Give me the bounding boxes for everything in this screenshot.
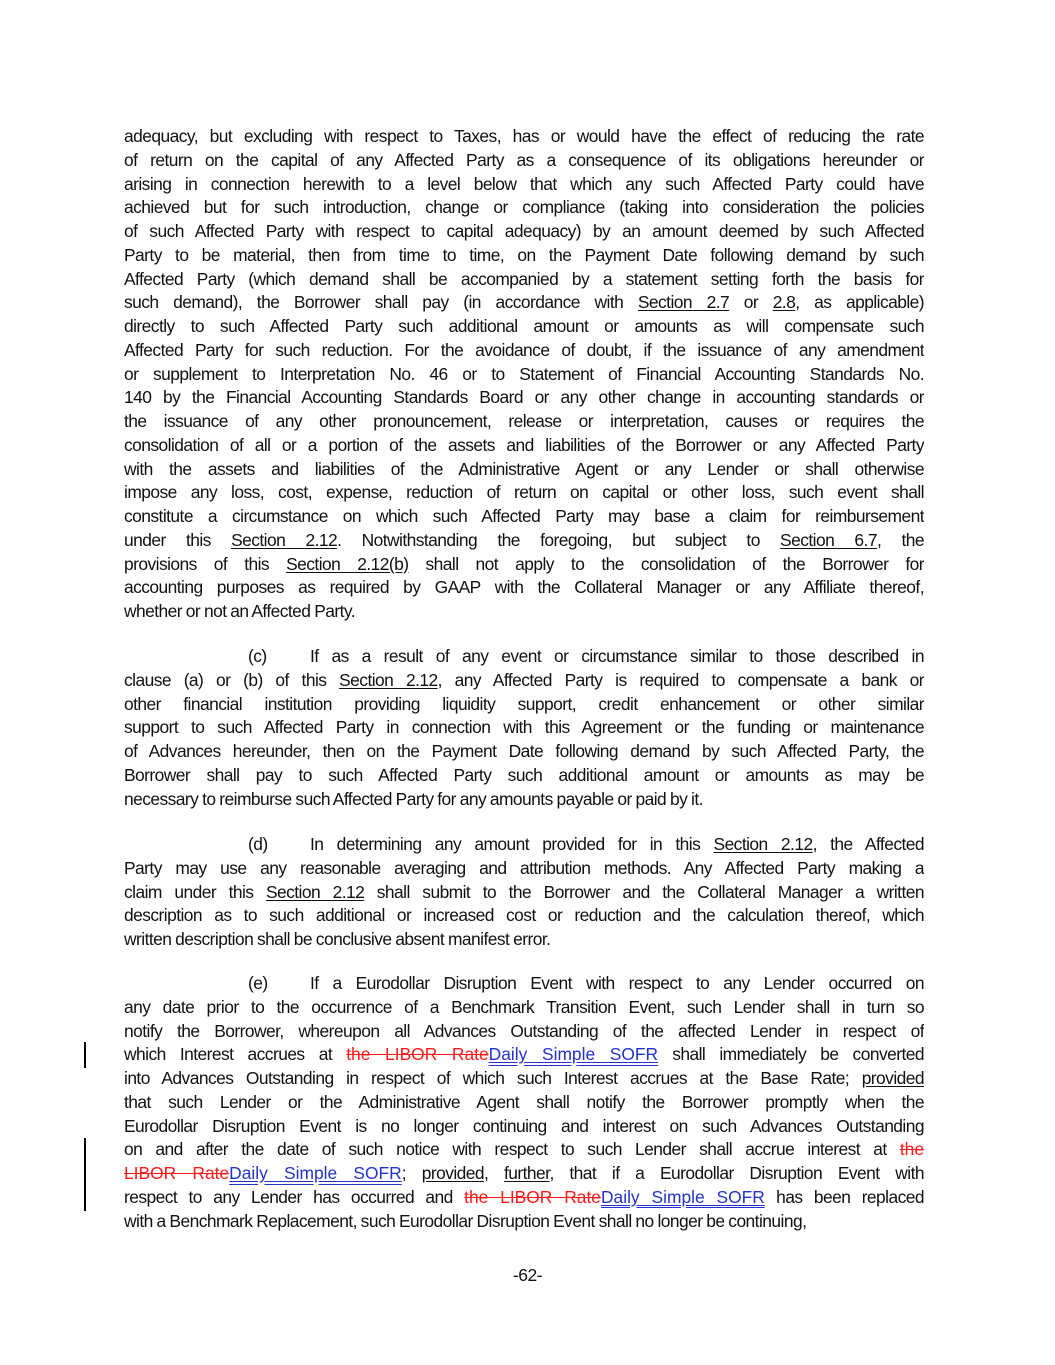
text-line [124,740,924,764]
text-run: adequacy, but excluding with respect to Taxes, has or would have the effect of reducing the rate [124,126,924,146]
text-run: . Notwithstanding the foregoing, but subject to [337,529,781,550]
text-run: provisions of this [124,553,287,574]
text-run: of return on the capital of any Affected Party as a consequence of its obligations hereunder or [124,149,924,170]
text-line [124,788,924,812]
text-line [124,268,924,292]
text-run: support to such Affected Party in connection with this Agreement or the funding or maintenance [124,717,924,738]
text-line [124,410,924,434]
clause-label: (c) [248,646,267,666]
text-run: claim under this [124,881,266,902]
text-run: any date prior to the occurrence of a Benchmark Transition Event, such Lender shall in turn so [124,996,924,1017]
text-line [124,669,924,693]
text-line [124,764,924,788]
text-run: shall submit to the Borrower and the Collateral Manager a written [364,881,924,902]
paragraph-d [124,833,924,952]
text-line [124,363,924,387]
text-line [124,244,924,268]
text-run: If as a result of any event or circumstance similar to those described in [310,646,924,666]
text-run: of Advances hereunder, then on the Payment Date following demand by such Affected Party, the [124,741,924,761]
text-run: on and after the date of such notice with respect to such Lender shall accrue interest at [124,1139,900,1160]
text-run: achieved but for such introduction, change or compliance (taking into consideration the policies [124,197,924,218]
text-line [124,434,924,458]
cross-reference: Section 2.12 [231,529,338,550]
text-run: with the assets and liabilities of the Administrative Agent or any Lender or shall otherwise [124,458,924,479]
cross-reference: Section 2.7 [637,292,730,313]
text-line [124,716,924,740]
text-run: , that if a Eurodollar Disruption Event with [549,1163,924,1183]
cross-reference: Section 2.12 [339,669,438,690]
text-run: impose any loss, cost, expense, reduction of return on capital or other loss, such event shall [124,482,924,503]
text-run: , the Affected [812,834,924,854]
inserted-text: Daily Simple SOFR [488,1044,659,1065]
text-line [124,291,924,315]
cross-reference: further [503,1163,550,1183]
text-line [124,1020,924,1044]
text-line [124,1043,924,1067]
clause-label: (e) [248,973,268,993]
text-run: , the [876,529,924,550]
text-line [124,1186,924,1210]
text-run: shall not apply to the consolidation of the Borrower for [408,553,924,574]
text-run: under this [124,529,232,550]
text-run: or supplement to Interpretation No. 46 or to Statement of Financial Accounting Standards No. [124,363,924,384]
text-line [124,693,924,717]
text-line [124,386,924,410]
text-run: If a Eurodollar Disruption Event with respect to any Lender occurred on [310,973,924,993]
text-line [124,600,924,624]
text-line [124,220,924,244]
change-bar [84,1138,86,1211]
paragraph-c [124,645,924,811]
text-run: Borrower shall pay to such Affected Party such additional amount or amounts as may be [124,764,924,785]
deleted-text: the [899,1139,924,1160]
text-run: other financial institution providing liquidity support, credit enhancement or other similar [124,693,924,714]
text-line [124,339,924,363]
text-run: written description shall be conclusive absent manifest error. [124,929,551,949]
cross-reference: Section 2.12(b) [286,553,409,574]
text-run: whether or not an Affected Party. [124,601,356,621]
text-run: which Interest accrues at [124,1044,347,1065]
text-run: notify the Borrower, whereupon all Advances Outstanding of the affected Lender in respect of [124,1020,924,1041]
text-line [124,857,924,881]
text-run: ; [401,1163,422,1183]
text-line [124,881,924,905]
page-number: -62- [512,1265,543,1285]
text-run: , as applicable) [795,292,924,313]
text-run: clause (a) or (b) of this [124,669,340,690]
text-run: , [484,1163,504,1183]
text-line [124,505,924,529]
text-run: of such Affected Party with respect to capital adequacy) by an amount deemed by such Affected [124,221,924,241]
text-line [124,1115,924,1139]
text-run: consolidation of all or a portion of the assets and liabilities of the Borrower or any Affected Party [124,434,924,455]
clause-label: (d) [248,834,268,854]
text-line [124,576,924,600]
deleted-text: LIBOR Rate [124,1163,230,1183]
text-run: directly to such Affected Party such additional amount or amounts as will compensate such [124,316,924,336]
deleted-text: the LIBOR Rate [346,1044,489,1065]
text-line [124,1091,924,1115]
text-run: Party may use any reasonable averaging and attribution methods. Any Affected Party making a [124,857,924,878]
text-run: or [729,292,773,313]
text-run: into Advances Outstanding in respect of which such Interest accrues at the Base Rate; [124,1068,862,1088]
text-run: the issuance of any other pronouncement, release or interpretation, causes or requires the [124,411,924,431]
text-run: has been replaced [764,1186,924,1207]
text-run: respect to any Lender has occurred and [124,1186,465,1207]
text-run: , any Affected Party is required to compensate a bank or [437,669,924,690]
text-run: 140 by the Financial Accounting Standards Board or any other change in accounting standards or [124,387,924,408]
cross-reference: 2.8 [772,292,796,313]
text-run: arising in connection herewith to a level below that which any such Affected Party could have [124,173,924,194]
cross-reference: provided [861,1068,924,1088]
text-run: Affected Party for such reduction. For the avoidance of doubt, if the issuance of any amendment [124,339,924,360]
text-line [124,1138,924,1162]
text-run: such demand), the Borrower shall pay (in accordance with [124,292,638,313]
text-run: necessary to reimburse such Affected Party for any amounts payable or paid by it. [124,788,703,809]
cross-reference: Section 2.12 [265,881,365,902]
change-bar [84,1042,86,1068]
paragraph-b-continuation [124,125,924,624]
text-line [124,1067,924,1091]
text-line [124,458,924,482]
text-line [124,173,924,197]
inserted-text: Daily Simple SOFR [229,1163,402,1183]
cross-reference: Section 6.7 [780,529,877,550]
text-line [124,149,924,173]
text-run: shall immediately be converted [658,1044,924,1065]
text-run: description as to such additional or increased cost or reduction and the calculation thereof, which [124,905,924,926]
text-line [124,833,924,857]
text-line [124,125,924,149]
text-run: constitute a circumstance on which such Affected Party may base a claim for reimbursement [124,506,924,526]
text-line [124,196,924,220]
text-line [124,645,924,669]
cross-reference: provided [421,1163,485,1183]
text-line [124,928,924,952]
text-run: Party to be material, then from time to time, on the Payment Date following demand by such [124,244,924,265]
text-line [124,996,924,1020]
inserted-text: Daily Simple SOFR [600,1186,765,1207]
text-line [124,1162,924,1186]
text-run: Affected Party (which demand shall be accompanied by a statement setting forth the basis for [124,268,924,289]
text-run: with a Benchmark Replacement, such Eurodollar Disruption Event shall no longer be continuing, [124,1210,807,1231]
text-line [124,1210,924,1234]
text-line [124,529,924,553]
text-run: accounting purposes as required by GAAP with the Collateral Manager or any Affiliate thereof, [124,577,924,598]
text-run: that such Lender or the Administrative Agent shall notify the Borrower promptly when the [124,1091,924,1112]
cross-reference: Section 2.12 [713,834,813,854]
text-run: Eurodollar Disruption Event is no longer continuing and interest on such Advances Outstanding [124,1115,924,1136]
text-line [124,315,924,339]
paragraph-e [124,972,924,1233]
text-line [124,553,924,577]
text-line [124,972,924,996]
text-line [124,481,924,505]
deleted-text: the LIBOR Rate [464,1186,601,1207]
text-run: In determining any amount provided for in this [310,834,714,854]
text-line [124,904,924,928]
